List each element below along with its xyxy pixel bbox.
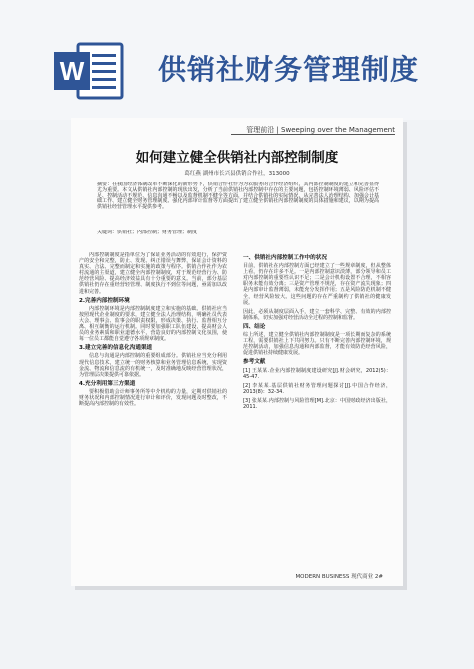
abstract: 摘要：在我国经济体制改革不断深化的新形势下，供销合作社作为为农服务的合作经济组织，其内部控制制度的建立和完善显得尤为重要。本文从供销社内部控制的现状出发，分析了当前供销社内部控制中存在的主要问题，包括控制环境薄弱、风险评估不足、控制活动不规范、信息沟通不畅以及监督机制不健全等方面，并结合供销社的实际情况，从完善法人治理结构、加强会计基础工作、建立健全财务管理制度、强化内部审计监督等方面提出了建立健全供销社内部控制制度的具体措施和建议，以期为提高供销社经营管理水平提供参考。	[97, 182, 379, 211]
running-head: 管理前沿 | Sweeping over the Management	[246, 126, 395, 134]
banner	[0, 0, 474, 120]
body-paragraph: 因此，必须从制度层面入手，建立一套科学、完整、有效的内部控制体系，切实加强对经营活动全过程的控制和监督。	[243, 308, 391, 321]
section-heading: 4.充分利用第三方渠道	[79, 380, 136, 387]
reference-item: [1] 王某某.企业内部控制制度建设研究[J].财会研究，2012(5)：45-47.	[243, 367, 391, 380]
right-column	[243, 252, 391, 578]
header-rule	[231, 134, 395, 135]
keywords: 关键词：供销社；内部控制；财务管理；制度	[97, 230, 198, 235]
section-heading: 参考文献	[243, 359, 266, 366]
section-heading: 2.完善内部控制环境	[79, 297, 130, 304]
section-heading: 一、供销社内部控制工作中的状况	[243, 255, 327, 261]
document-title: 如何建立健全供销社内部控制制度	[135, 150, 339, 166]
body-paragraph: 要积极借助会计师事务所等中介机构的力量，定期对供销社的财务状况和内部控制情况进行审计和评价，发现问题及时整改，不断提高内部控制的有效性。	[79, 388, 227, 408]
word-document-icon	[52, 40, 126, 102]
body-paragraph: 内部控制环境是内部控制制度建立和实施的基础。供销社应当按照现代企业制度的要求，建立健全法人治理结构，明确社员代表大会、理事会、监事会的职责权限，形成决策、执行、监督相互分离、相互制衡的运行机制。同时要加强职工队伍建设，提高财会人员的业务素质和职业道德水平，营造良好的内部控制文化氛围，使每一位员工都能自觉遵守各项规章制度。	[79, 305, 227, 343]
word-icon-letter: W	[59, 56, 85, 86]
page-footer: MODERN BUSINESS 现代商业 2#	[295, 574, 383, 580]
body-paragraph: 综上所述，建立健全供销社内部控制制度是一项长期而复杂的系统工程，需要供销社上下共同努力。只有不断完善内部控制环境，规范控制活动，加强信息沟通和内部监督，才能有效防范经营风险，促进供销社持续健康发展。	[243, 332, 391, 357]
document-page	[71, 118, 403, 586]
author-byline: 葛红燕 湖州市长兴县供销合作社，313000	[184, 171, 290, 177]
left-column	[79, 252, 227, 578]
body-paragraph: 目前，供销社在内部控制方面已经建立了一些规章制度，但从整体上看，仍存在许多不足。一是内部控制意识淡薄，部分领导和员工对内部控制的重要性认识不足；二是会计机构设置不合理，不相容职务未能有效分离；三是资产管理不规范，存在资产流失现象；四是内部审计监督薄弱，未能充分发挥作用；五是风险防范机制不健全，经营风险较大。这些问题的存在严重制约了供销社的健康发展。	[243, 263, 391, 306]
banner-title: 供销社财务管理制度	[158, 53, 420, 86]
reference-item: [2] 李某某.基层供销社财务管理问题探讨[J].中国合作经济，2013(8)：32-34.	[243, 382, 391, 395]
reference-item: [3] 张某某.内部控制与风险管理[M].北京：中国财政经济出版社，2011.	[243, 397, 391, 410]
section-heading: 四、结论	[243, 323, 266, 330]
body-paragraph: 内部控制制度是指单位为了保证业务活动的有效进行，保护资产的安全和完整，防止、发现、纠正错误与舞弊，保证会计资料的真实、合法、完整而制定和实施的政策与程序。供销合作社作为农村流通的主渠道，建立健全内部控制制度，对于规范经营行为、防范经营风险、提高经济效益具有十分重要的意义。当前，部分基层供销社仍存在重经营轻管理、制度执行不到位等问题，亟需加以改进和完善。	[79, 252, 227, 295]
section-heading: 3.建立完善的信息化沟通渠道	[79, 345, 153, 352]
body-paragraph: 信息与沟通是内部控制的重要组成部分。供销社应当充分利用现代信息技术，建立统一的财务核算和业务管理信息系统，实现资金流、物流和信息流的有机统一，及时准确地反映经营管理状况，为管理层决策提供可靠依据。	[79, 353, 227, 378]
